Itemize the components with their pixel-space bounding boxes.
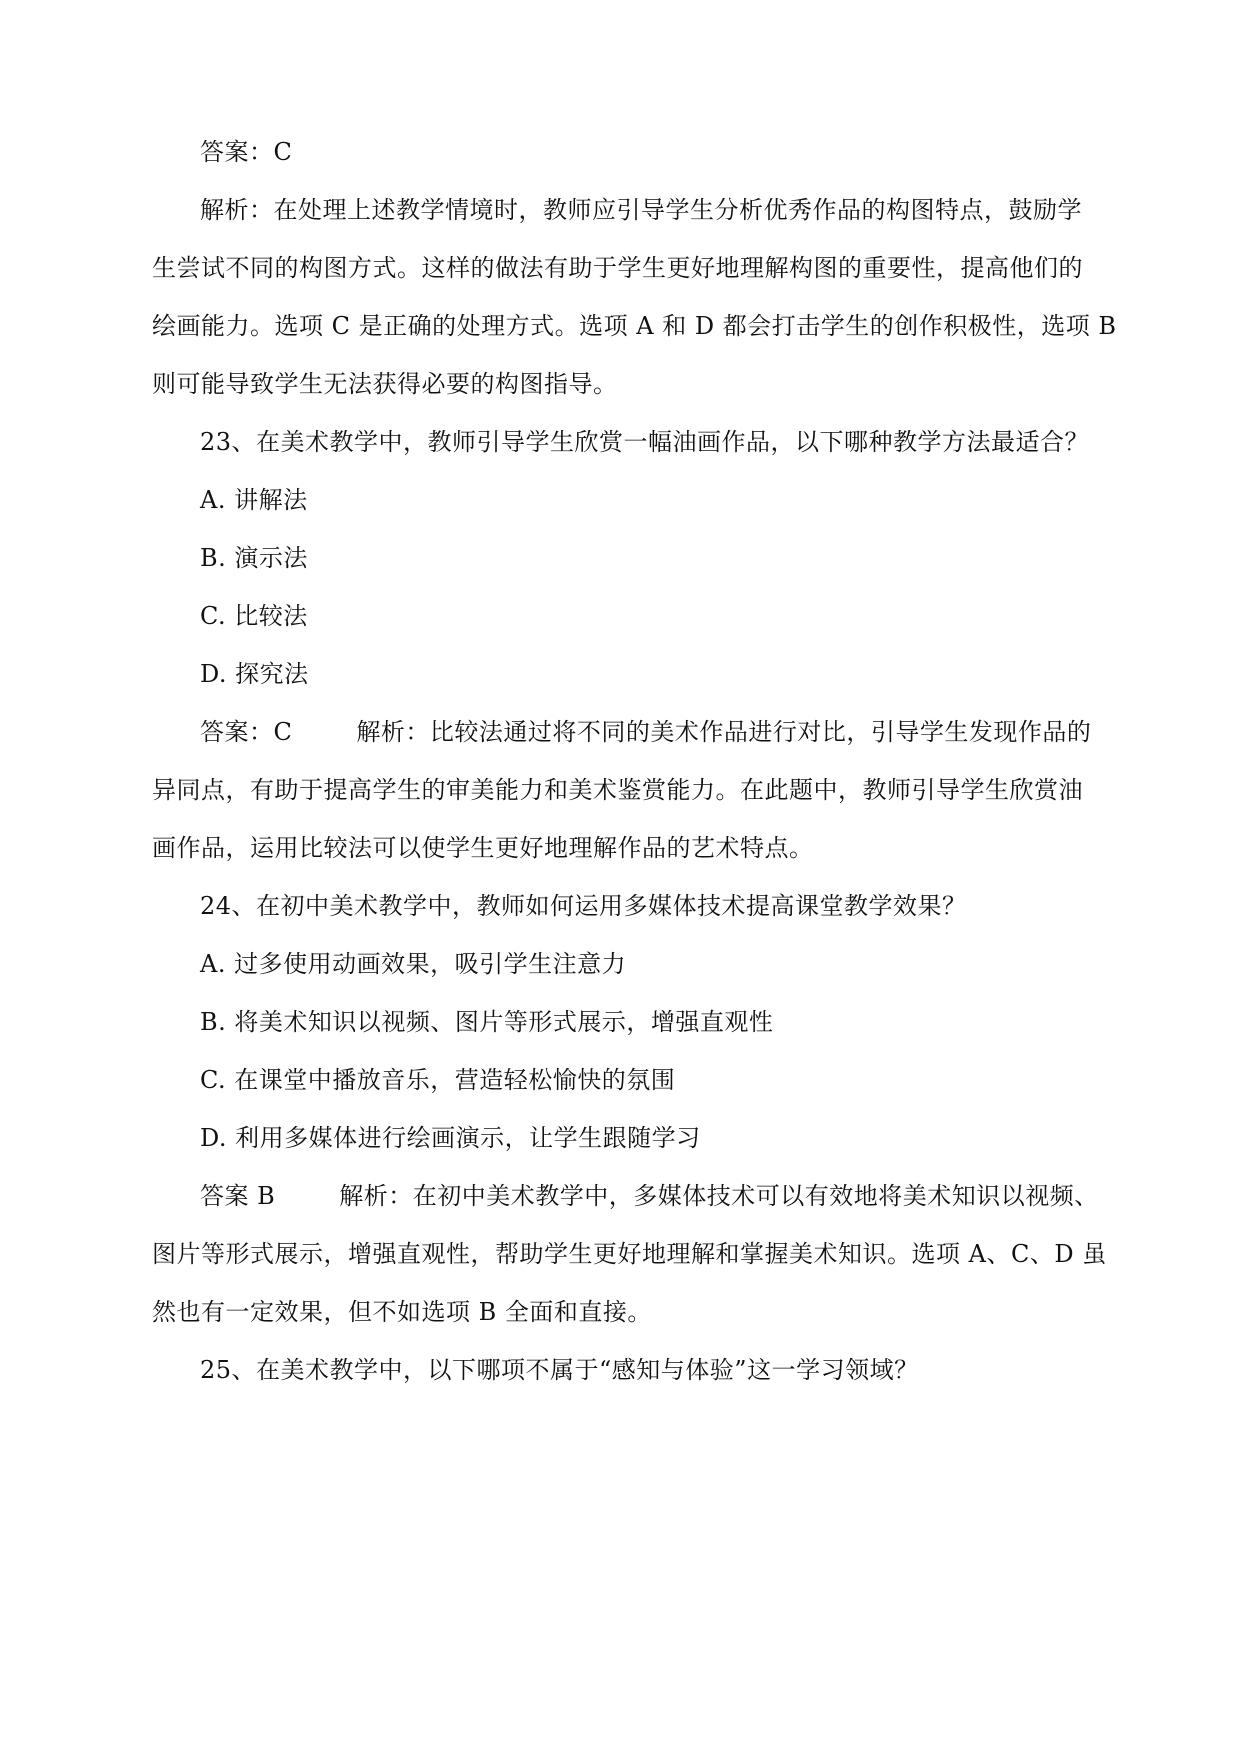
explanation-line: 则可能导致学生无法获得必要的构图指导。	[152, 370, 618, 398]
option-d: D. 利用多媒体进行绘画演示，让学生跟随学习	[200, 1124, 701, 1152]
explanation-line: 图片等形式展示，增强直观性，帮助学生更好地理解和掌握美术知识。选项 A、C、D 虽	[152, 1240, 1107, 1268]
option-a: A. 过多使用动画效果，吸引学生注意力	[200, 950, 627, 978]
explanation-line: 生尝试不同的构图方式。这样的做法有助于学生更好地理解构图的重要性，提高他们的	[152, 254, 1083, 282]
question-23: 23、在美术教学中，教师引导学生欣赏一幅油画作品，以下哪种教学方法最适合？	[200, 428, 1090, 456]
option-c: C. 在课堂中播放音乐，营造轻松愉快的氛围	[200, 1066, 676, 1094]
option-a: A. 讲解法	[200, 486, 308, 514]
explanation-text: 解析：比较法通过将不同的美术作品进行对比，引导学生发现作品的	[356, 718, 1092, 746]
answer-explanation-line	[200, 716, 1096, 748]
explanation-line: 绘画能力。选项 C 是正确的处理方式。选项 A 和 D 都会打击学生的创作积极性，选项 B	[152, 312, 1117, 340]
explanation-line: 异同点，有助于提高学生的审美能力和美术鉴赏能力。在此题中，教师引导学生欣赏油	[152, 776, 1083, 804]
answer-label: 答案：C	[200, 718, 293, 746]
option-d: D. 探究法	[200, 660, 309, 688]
question-24: 24、在初中美术教学中，教师如何运用多媒体技术提高课堂教学效果？	[200, 892, 967, 920]
explanation-line: 解析：在处理上述教学情境时，教师应引导学生分析优秀作品的构图特点，鼓励学	[200, 196, 1082, 224]
answer-line: 答案：C	[200, 138, 293, 166]
option-b: B. 将美术知识以视频、图片等形式展示，增强直观性	[200, 1008, 774, 1036]
explanation-line: 画作品，运用比较法可以使学生更好地理解作品的艺术特点。	[152, 834, 814, 862]
option-c: C. 比较法	[200, 602, 308, 630]
answer-label: 答案 B	[200, 1182, 276, 1210]
answer-explanation-line	[200, 1180, 1099, 1212]
explanation-text: 解析：在初中美术教学中，多媒体技术可以有效地将美术知识以视频、	[339, 1182, 1099, 1210]
question-25: 25、在美术教学中，以下哪项不属于“感知与体验”这一学习领域？	[200, 1356, 919, 1384]
explanation-line: 然也有一定效果，但不如选项 B 全面和直接。	[152, 1298, 652, 1326]
option-b: B. 演示法	[200, 544, 308, 572]
